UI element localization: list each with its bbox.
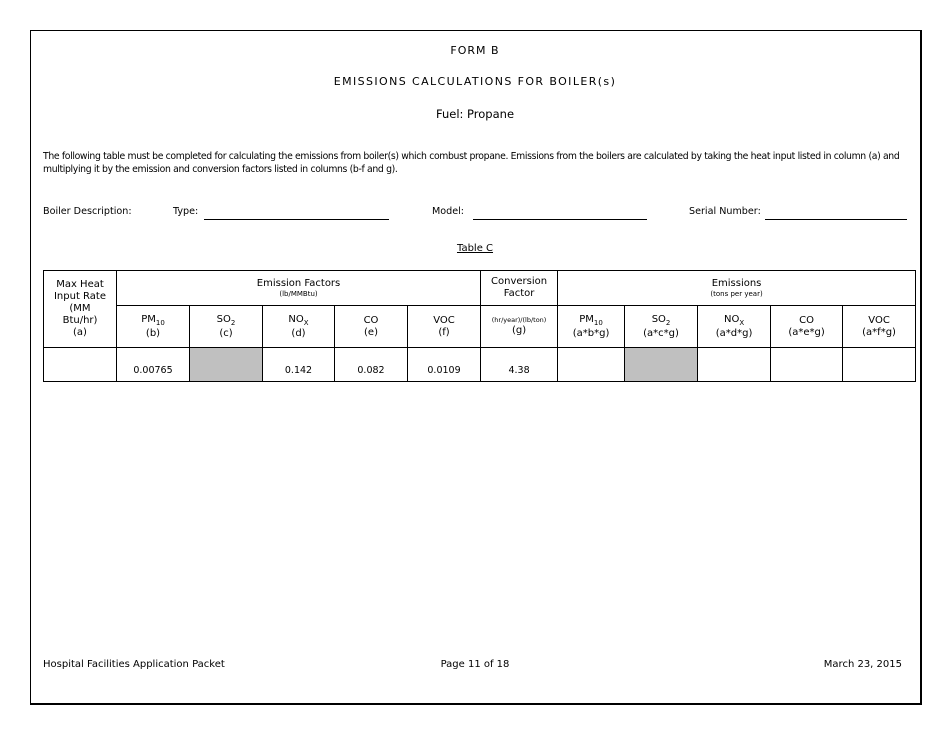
boiler-model-label: Model: (432, 206, 465, 217)
boiler-model-field[interactable] (473, 219, 647, 220)
em-so2-header: $SO_2$ (a*c*g) (625, 306, 698, 348)
ef-voc-header: VOC (f) (408, 306, 481, 348)
ef-pm10-header: $PM_{10}$ (b) (117, 306, 190, 348)
page-subtitle: EMISSIONS CALCULATIONS FOR BOILER(s) (333, 75, 617, 88)
max-heat-input-cell[interactable] (44, 348, 117, 382)
ef-so2-header: $SO_2$ (c) (190, 306, 263, 348)
boiler-type-field[interactable] (204, 219, 389, 220)
em-pm10-cell[interactable] (558, 348, 625, 382)
em-nox-header: $NO_X$ (a*d*g) (698, 306, 771, 348)
conversion-unit-header: (hr/year)/(lb/ton) (g) (481, 306, 558, 348)
em-voc-header: VOC (a*f*g) (843, 306, 916, 348)
emissions-header: Emissions (tons per year) (558, 271, 916, 306)
em-so2-cell (625, 348, 698, 382)
boiler-description-label: Boiler Description: (43, 206, 132, 217)
serial-number-label: Serial Number: (689, 206, 761, 217)
form-title: FORM B (450, 44, 500, 57)
footer-left: Hospital Facilities Application Packet (43, 659, 225, 670)
emissions-table (43, 270, 916, 382)
em-pm10-header: $PM_{10}$ (a*b*g) (558, 306, 625, 348)
em-co-cell[interactable] (771, 348, 843, 382)
conversion-factor-value: 4.38 (481, 348, 558, 382)
ef-pm10-value: 0.00765 (117, 348, 190, 382)
ef-nox-header: $NO_X$ (d) (263, 306, 335, 348)
emission-factors-header: Emission Factors (lb/MMBtu) (117, 271, 481, 306)
em-voc-cell[interactable] (843, 348, 916, 382)
em-co-header: CO (a*e*g) (771, 306, 843, 348)
ef-co-header: CO (e) (335, 306, 408, 348)
conversion-factor-header: Conversion Factor (481, 271, 558, 306)
footer-page-number: Page 11 of 18 (440, 659, 510, 670)
ef-so2-value (190, 348, 263, 382)
max-heat-input-header: Max Heat Input Rate (MM Btu/hr) (a) (44, 271, 117, 348)
boiler-type-label: Type: (173, 206, 199, 217)
footer-date: March 23, 2015 (823, 659, 902, 670)
fuel-type: Fuel: Propane (435, 107, 515, 121)
ef-voc-value: 0.0109 (408, 348, 481, 382)
table-caption: Table C (456, 243, 494, 254)
ef-nox-value: 0.142 (263, 348, 335, 382)
instructions-paragraph: The following table must be completed for calculating the emissions from boiler(s) which combust propane. Emissions from the boilers are calculated by taking the heat input listed in column (a) and multiplying it by the emission and conversion factors listed in columns (b-f and g). (43, 151, 900, 175)
em-nox-cell[interactable] (698, 348, 771, 382)
serial-number-field[interactable] (765, 219, 907, 220)
ef-co-value: 0.082 (335, 348, 408, 382)
